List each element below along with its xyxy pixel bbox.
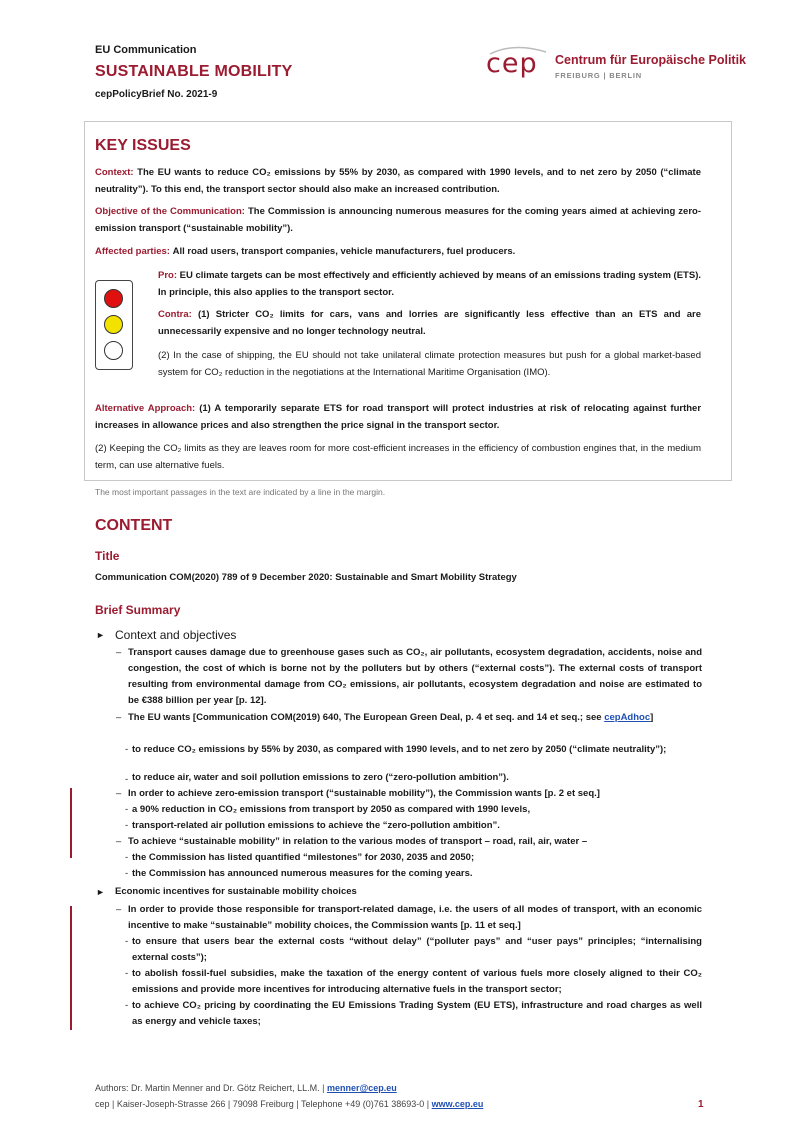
dash-icon: – (116, 788, 122, 799)
red-light-icon (104, 289, 123, 308)
contra-text: (1) Stricter CO₂ limits for cars, vans and lorries are significantly less effective than an ETS and are unnecessarily expensive and no longer technology neutral. (158, 309, 702, 337)
logo-mark: cep (486, 48, 538, 79)
dash-icon: – (116, 712, 122, 723)
dash-icon: - (125, 968, 129, 979)
key-issues-heading: KEY ISSUES (95, 137, 191, 154)
alternative2-paragraph: (2) Keeping the CO₂ limits as they are leaves room for more cost-efficient increases in the efficiency of combustion engines that, in the medium term, can use alternative fuels. (95, 443, 701, 471)
dash-icon: - (125, 852, 129, 863)
page-number: 1 (698, 1099, 704, 1110)
contra2-paragraph: (2) In the case of shipping, the EU should not take unilateral climate protection measures but push for a global market-based system for CO₂ reduction in the negotiations at the International Maritime Organisation (IMO). (158, 350, 701, 378)
cepadhoc-link[interactable]: cepAdhoc (604, 712, 651, 723)
s1-bullet-2-text: The EU wants [Communication COM(2019) 640, The European Green Deal, p. 4 et seq. and 14 et seq.; see (128, 712, 602, 723)
footer-email-link[interactable]: menner@cep.eu (326, 1083, 397, 1093)
brief-summary-heading: Brief Summary (95, 603, 181, 617)
dash-icon: – (116, 836, 122, 847)
s2-bullet-1-item-1: to ensure that users bear the external costs “without delay” (“polluter pays” and “user pays” principles; “internalising external costs”); (132, 936, 702, 963)
alternative-label: Alternative Approach: (95, 403, 196, 414)
title-text: Communication COM(2020) 789 of 9 December 2020: Sustainable and Smart Mobility Strategy (95, 572, 517, 583)
doc-title: SUSTAINABLE MOBILITY (95, 63, 293, 80)
objective-label: Objective of the Communication: (95, 206, 245, 217)
s2-bullet-1-item-3: to achieve CO₂ pricing by coordinating the EU Emissions Trading System (EU ETS), infrastructure and road charges as well as energy and vehicle taxes; (132, 1000, 702, 1027)
margin-marker (70, 906, 72, 1030)
dash-icon: - (125, 1000, 129, 1011)
pro-text: EU climate targets can be most effectively and efficiently achieved by means of an emissions trading system (ETS). In principle, this also applies to the transport sector. (158, 270, 701, 298)
cep-logo (484, 44, 747, 84)
logo-name: Centrum für Europäische Politik (555, 53, 747, 67)
content-heading: CONTENT (95, 517, 173, 534)
dash-icon: – (116, 647, 122, 658)
objective-text: The Commission is announcing numerous measures for the coming years aimed at achieving zero-emission transport (“sustainable mobility”). (95, 206, 701, 234)
footer-website-link[interactable]: www.cep.eu (431, 1099, 484, 1109)
pro-label: Pro: (158, 270, 177, 281)
s2-bullet-1-item-2: to abolish fossil-fuel subsidies, make the taxation of the energy content of various fuels more closely aligned to their CO₂ emissions and provide more incentives for introducing alternative fuels in the transport sector; (132, 968, 702, 995)
title-heading: Title (95, 549, 120, 563)
dash-icon: - (125, 936, 129, 947)
section-arrow-icon: ► (96, 630, 105, 640)
s1-bullet-4-item-1: the Commission has listed quantified “milestones” for 2030, 2035 and 2050; (132, 852, 475, 863)
dash-icon: - (125, 804, 129, 815)
margin-note: The most important passages in the text are indicated by a line in the margin. (95, 487, 386, 497)
section-arrow-icon: ► (96, 887, 105, 897)
dash-icon: – (116, 904, 122, 915)
pro-paragraph (158, 267, 701, 301)
alternative-text: (1) A temporarily separate ETS for road transport will protect industries at risk of relocating against further increases in allowance prices and also strengthen the price signal in the transport sector. (95, 403, 702, 431)
alternative-paragraph (95, 400, 701, 434)
context-label: Context: (95, 167, 134, 178)
s1-bullet-4-item-2: the Commission has announced numerous measures for the coming years. (132, 868, 473, 879)
contra-paragraph (158, 306, 701, 340)
footer-address-text: cep | Kaiser-Joseph-Strasse 266 | 79098 Freiburg | Telephone +49 (0)761 38693-0 | (95, 1099, 430, 1109)
dash-icon: - (125, 868, 129, 879)
margin-marker (70, 788, 72, 858)
footer-authors (95, 1083, 397, 1093)
s1-bullet-1: Transport causes damage due to greenhouse gases such as CO₂, air pollutants, ecosystem degradation, accidents, noise and congestion, the cost of which is borne not by the polluters but by others (“external costs”). The external costs of transport resulting from environmental damage from CO₂ emissions, air pollutants, ecosystem degradation and noise are estimated to be €388 billion per year [p. 12]. (128, 647, 702, 706)
doc-category: EU Communication (95, 44, 197, 56)
context-text: The EU wants to reduce CO₂ emissions by 55% by 2030, as compared with 1990 levels, and to net zero by 2050 (“climate neutrality”). To this end, the transport sector should also make an increased contribution. (95, 167, 702, 195)
doc-number: cepPolicyBrief No. 2021-9 (95, 89, 218, 100)
affected-text: All road users, transport companies, vehicle manufacturers, fuel producers. (172, 246, 516, 257)
dash-icon: - (125, 774, 129, 785)
s1-bullet-3-item-1: a 90% reduction in CO₂ emissions from transport by 2050 as compared with 1990 levels, (132, 804, 531, 815)
traffic-light-icon (95, 280, 133, 370)
white-light-icon (104, 341, 123, 360)
footer-authors-text: Authors: Dr. Martin Menner and Dr. Götz Reichert, LL.M. | (95, 1083, 325, 1093)
context-paragraph (95, 164, 701, 198)
section2-heading: Economic incentives for sustainable mobility choices (115, 886, 357, 897)
objective-paragraph (95, 203, 701, 237)
dash-icon: - (125, 820, 129, 831)
dash-icon: - (125, 744, 129, 755)
s1-bullet-2-item-1: to reduce CO₂ emissions by 55% by 2030, as compared with 1990 levels, and to net zero by 2050 (“climate neutrality”); (132, 744, 667, 755)
s1-bullet-2 (128, 710, 702, 726)
affected-label: Affected parties: (95, 246, 170, 257)
s1-bullet-3: In order to achieve zero-emission transport (“sustainable mobility”), the Commission wants [p. 2 et seq.] (128, 788, 600, 799)
footer-address (95, 1099, 483, 1109)
contra-label: Contra: (158, 309, 192, 320)
affected-paragraph (95, 243, 701, 260)
s1-bullet-3-item-2: transport-related air pollution emissions to achieve the “zero-pollution ambition”. (132, 820, 500, 831)
s1-bullet-2-item-2: to reduce air, water and soil pollution emissions to zero (“zero-pollution ambition”). (132, 772, 509, 783)
s2-bullet-1: In order to provide those responsible for transport-related damage, i.e. the users of all modes of transport, with an economic incentive to make “sustainable” mobility choices, the Commission wants [p. 11 et seq.] (128, 904, 702, 931)
s1-bullet-2-close: ] (650, 712, 654, 723)
s1-bullet-4: To achieve “sustainable mobility” in relation to the various modes of transport – road, rail, air, water – (128, 836, 588, 847)
yellow-light-icon (104, 315, 123, 334)
logo-cities: FREIBURG | BERLIN (555, 71, 642, 80)
section1-heading: Context and objectives (115, 628, 237, 642)
